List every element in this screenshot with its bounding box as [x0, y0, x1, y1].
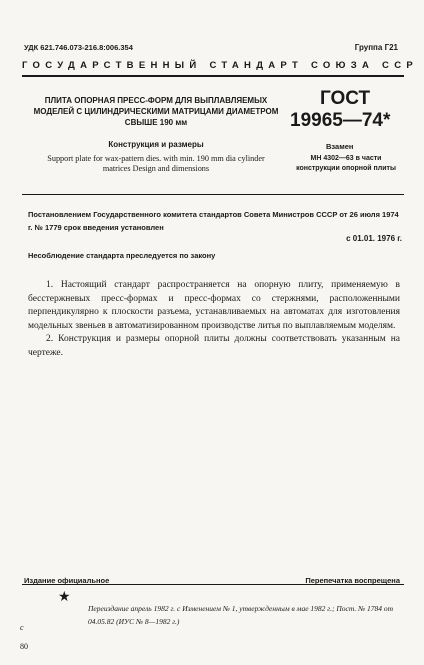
document-title-en: Support plate for wax-pattern dies. with min. 190 mm dia cylinder matrices Design and dimensions [47, 154, 265, 173]
page-number: 80 [20, 642, 28, 651]
document-title-ru: ПЛИТА ОПОРНАЯ ПРЕСС-ФОРМ ДЛЯ ВЫПЛАВЛЯЕМЫХ МОДЕЛЕЙ С ЦИЛИНДРИЧЕСКИМИ МАТРИЦАМИ ДИАМЕТРОМ СВЫШЕ 190 мм [33, 96, 279, 127]
replacement-text: МН 4302—63 в части конструкции опорной плиты [296, 155, 396, 172]
group-code: Группа Г21 [354, 43, 398, 52]
top-divider [22, 75, 404, 77]
paragraph-2: 2. Конструкция и размеры опорной плиты должны соответствовать указанным на чертеже. [28, 334, 400, 358]
body-text [28, 279, 400, 360]
bottom-divider [22, 584, 404, 585]
paragraph-1: 1. Настоящий стандарт распространяется на опорную плиту, применяемую в бесстержневых пресс-формах и пресс-формах со стержнями, расположенными перпендикулярно к плоскости разъема, устанавливаемых на автоматах для изготовления модельных звеньев в автоматизированном производстве литья по выплавляемым моделям. [28, 280, 400, 331]
document-subtitle-ru: Конструкция и размеры [108, 140, 204, 149]
gost-number: 19965—74* [290, 110, 391, 131]
penalty-notice: Несоблюдение стандарта преследуется по закону [28, 251, 216, 260]
gost-label: ГОСТ [320, 88, 371, 109]
udc-code: УДК 621.746.073-216.8:006.354 [24, 43, 133, 52]
page-marker: с [20, 623, 24, 632]
standard-title: ГОСУДАРСТВЕННЫЙ СТАНДАРТ СОЮЗА ССР [22, 60, 419, 71]
star-icon: ★ [58, 590, 71, 605]
decree-text: Постановлением Государственного комитета стандартов Совета Министров СССР от 26 июля 1974 г. № 1779 срок введения установлен [28, 210, 399, 232]
official-edition-label: Издание официальное [24, 576, 110, 585]
effective-date: с 01.01. 1976 г. [346, 234, 402, 243]
replacement-label: Взамен [326, 142, 354, 151]
middle-divider [22, 194, 404, 195]
reissue-note: Переиздание апрель 1982 г. с Изменением № 1, утвержденным в мае 1982 г.; Пост. № 1784 от 04.05.82 (ИУС № 8—1982 г.) [88, 604, 394, 626]
reprint-prohibited-label: Перепечатка воспрещена [305, 576, 400, 585]
